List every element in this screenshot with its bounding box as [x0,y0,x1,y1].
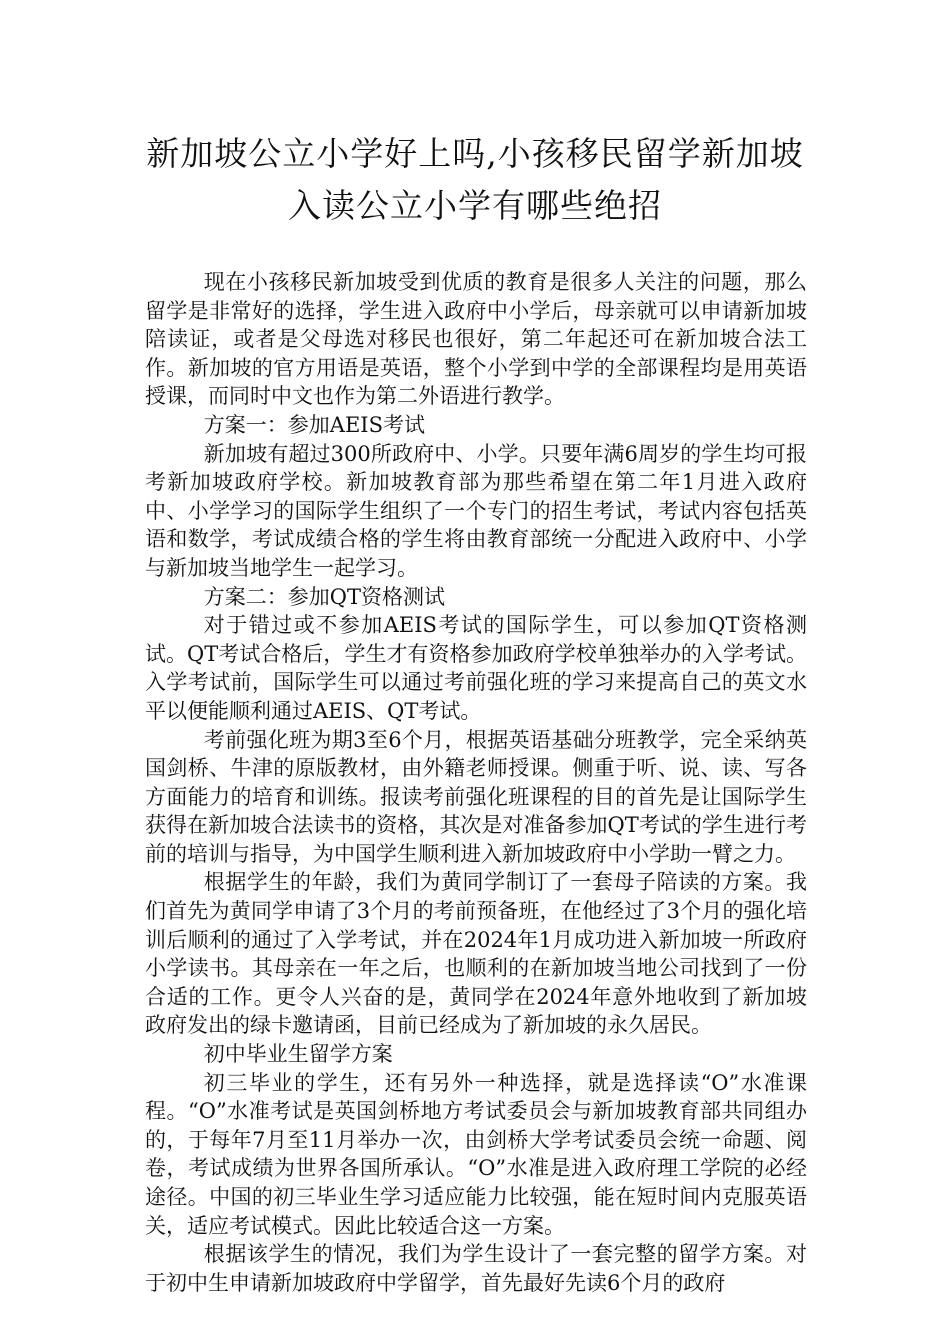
section-heading-plan-two: 方案二：参加QT资格测试 [203,584,446,609]
document-title: 新加坡公立小学好上吗,小孩移民留学新加坡入读公立小学有哪些绝招 [146,134,804,225]
paragraph-intro: 现在小孩移民新加坡受到优质的教育是很多人关注的问题，那么留学是非常好的选择，学生进入政府中小学后，母亲就可以申请新加坡陪读证，或者是父母选对移民也很好，第二年起还可在新加坡合法工作。新加坡的官方用语是英语，整个小学到中学的全部课程均是用英语授课，而同时中文也作为第二外语进行教学。 [145,270,807,409]
paragraph-o-level: 初三毕业的学生，还有另外一种选择，就是选择读“O”水准课程。“O”水准考试是英国剑桥地方考试委员会与新加坡教育部共同组办的，于每年7月至11月举办一次，由剑桥大学考试委员会统一命题、阅卷，考试成绩为世界各国所承认。“O”水准是进入政府理工学院的必经途径。中国的初三毕业生学习适应能力比较强，能在短时间内克服英语关，适应考试模式。因此比较适合这一方案。 [145,1070,807,1238]
document-body [145,268,807,1297]
paragraph-case-huang: 根据学生的年龄，我们为黄同学制订了一套母子陪读的方案。我们首先为黄同学申请了3个月的考前预备班，在他经过了3个月的强化培训后顺利的通过了入学考试，并在2024年1月成功进入新加坡一所政府小学读书。其母亲在一年之后，也顺利的在新加坡当地公司找到了一份合适的工作。更令人兴奋的是，黄同学在2024年意外地收到了新加坡政府发出的绿卡邀请函，目前已经成为了新加坡的永久居民。 [145,870,807,1038]
paragraph-aeis: 新加坡有超过300所政府中、小学。只要年满6周岁的学生均可报考新加坡政府学校。新加坡教育部为那些希望在第二年1月进入政府中、小学学习的国际学生组织了一个专门的招生考试，考试内容包括英语和数学，考试成绩合格的学生将由教育部统一分配进入政府中、小学与新加坡当地学生一起学习。 [145,441,807,580]
section-heading-plan-one: 方案一：参加AEIS考试 [203,412,425,437]
section-heading-junior-graduates: 初中毕业生留学方案 [203,1042,393,1067]
paragraph-prep-class: 考前强化班为期3至6个月，根据英语基础分班教学，完全采纳英国剑桥、牛津的原版教材，由外籍老师授课。侧重于听、说、读、写各方面能力的培育和训练。报读考前强化班课程的目的首先是让国际学生获得在新加坡合法读书的资格，其次是对准备参加QT考试的学生进行考前的培训与指导，为中国学生顺利进入新加坡政府中小学助一臂之力。 [145,727,807,866]
paragraph-qt: 对于错过或不参加AEIS考试的国际学生，可以参加QT资格测试。QT考试合格后，学生才有资格参加政府学校单独举办的入学考试。入学考试前，国际学生可以通过考前强化班的学习来提高自己的英文水平以便能顺利通过AEIS、QT考试。 [145,613,807,723]
paragraph-plan-design: 根据该学生的情况，我们为学生设计了一套完整的留学方案。对于初中生申请新加坡政府中学留学，首先最好先读6个月的政府 [145,1242,807,1295]
